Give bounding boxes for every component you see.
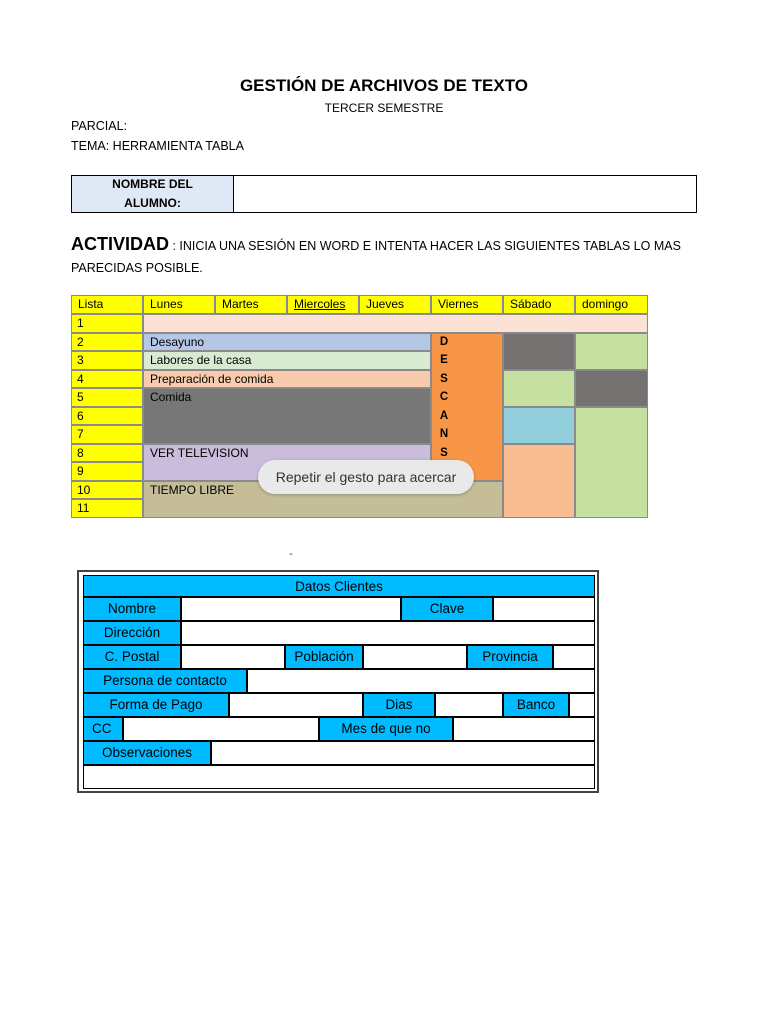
row-1-block: [143, 314, 648, 333]
clients-form: [77, 570, 599, 793]
activity-preparacion: Preparación de comida: [143, 370, 431, 388]
row-number: 6: [71, 407, 143, 425]
row-number: 4: [71, 370, 143, 388]
header-sabado: Sábado: [503, 295, 575, 314]
nombre-field[interactable]: [181, 597, 401, 621]
header-domingo: domingo: [575, 295, 648, 314]
student-name-label: NOMBRE DEL ALUMNO:: [72, 176, 234, 212]
sabado-gray-block: [503, 333, 575, 370]
provincia-label: Provincia: [467, 645, 553, 669]
clave-field[interactable]: [493, 597, 595, 621]
activity-tiempo-libre: TIEMPO LIBRE: [143, 481, 503, 518]
contacto-label: Persona de contacto: [83, 669, 247, 693]
row-number: 1: [71, 314, 143, 333]
form-title: Datos Clientes: [83, 575, 595, 597]
sabado-green-block: [503, 370, 575, 407]
direccion-label: Dirección: [83, 621, 181, 645]
provincia-field[interactable]: [553, 645, 595, 669]
domingo-green-block: [575, 333, 648, 370]
descanso-letter: D: [439, 336, 449, 348]
poblacion-field[interactable]: [363, 645, 467, 669]
nombre-label: Nombre: [83, 597, 181, 621]
contacto-field[interactable]: [247, 669, 595, 693]
descanso-block: [431, 333, 503, 481]
pago-field[interactable]: [229, 693, 363, 717]
row-number: 9: [71, 462, 143, 481]
tema-label: TEMA: HERRAMIENTA TABLA: [71, 139, 244, 153]
domingo-gray-block: [575, 370, 648, 407]
domingo-green-block-2: [575, 407, 648, 518]
row-number: 11: [71, 499, 143, 518]
parcial-label: PARCIAL:: [71, 119, 128, 133]
header-martes: Martes: [215, 295, 287, 314]
activity-desayuno: Desayuno: [143, 333, 431, 351]
row-number: 2: [71, 333, 143, 351]
cc-label: CC: [83, 717, 123, 741]
header-jueves: Jueves: [359, 295, 431, 314]
descanso-letter: S: [440, 373, 448, 385]
observaciones-field[interactable]: [211, 741, 595, 765]
activity-comida: Comida: [143, 388, 431, 444]
observaciones-label: Observaciones: [83, 741, 211, 765]
descanso-letter: N: [439, 428, 449, 440]
poblacion-label: Población: [285, 645, 363, 669]
descanso-letter: C: [439, 391, 449, 403]
postal-label: C. Postal: [83, 645, 181, 669]
descanso-letter: E: [440, 354, 448, 366]
header-viernes: Viernes: [431, 295, 503, 314]
header-lunes: Lunes: [143, 295, 215, 314]
activity-instructions: [71, 233, 701, 279]
schedule-table: [71, 295, 648, 518]
zoom-gesture-toast: Repetir el gesto para acercar: [258, 460, 474, 494]
dias-field[interactable]: [435, 693, 503, 717]
pago-label: Forma de Pago: [83, 693, 229, 717]
header-lista: Lista: [71, 295, 143, 314]
banco-label: Banco: [503, 693, 569, 717]
row-number: 10: [71, 481, 143, 499]
document-subtitle: TERCER SEMESTRE: [324, 101, 444, 115]
cc-field[interactable]: [123, 717, 319, 741]
sabado-peach-block: [503, 444, 575, 518]
direccion-field[interactable]: [181, 621, 595, 645]
activity-text: : INICIA UNA SESIÓN EN WORD E INTENTA HACER LAS SIGUIENTES TABLAS LO MAS PARECIDAS POSIBLE.: [71, 239, 681, 275]
student-name-field[interactable]: [234, 176, 696, 212]
row-number: 8: [71, 444, 143, 462]
document-title: GESTIÓN DE ARCHIVOS DE TEXTO: [239, 76, 529, 95]
banco-field[interactable]: [569, 693, 595, 717]
row-number: 3: [71, 351, 143, 370]
mes-label: Mes de que no: [319, 717, 453, 741]
mes-field[interactable]: [453, 717, 595, 741]
observaciones-area[interactable]: [83, 765, 595, 789]
stray-mark: -: [289, 546, 293, 560]
activity-television: VER TELEVISION: [143, 444, 431, 481]
activity-labores: Labores de la casa: [143, 351, 431, 370]
row-number: 7: [71, 425, 143, 444]
header-miercoles: Miercoles: [287, 295, 359, 314]
student-name-table: [71, 175, 697, 213]
sabado-blue-block: [503, 407, 575, 444]
clave-label: Clave: [401, 597, 493, 621]
activity-heading: ACTIVIDAD: [71, 234, 169, 254]
descanso-letter: S: [440, 447, 448, 459]
descanso-letter: A: [439, 410, 449, 422]
row-number: 5: [71, 388, 143, 407]
dias-label: Dias: [363, 693, 435, 717]
postal-field[interactable]: [181, 645, 285, 669]
